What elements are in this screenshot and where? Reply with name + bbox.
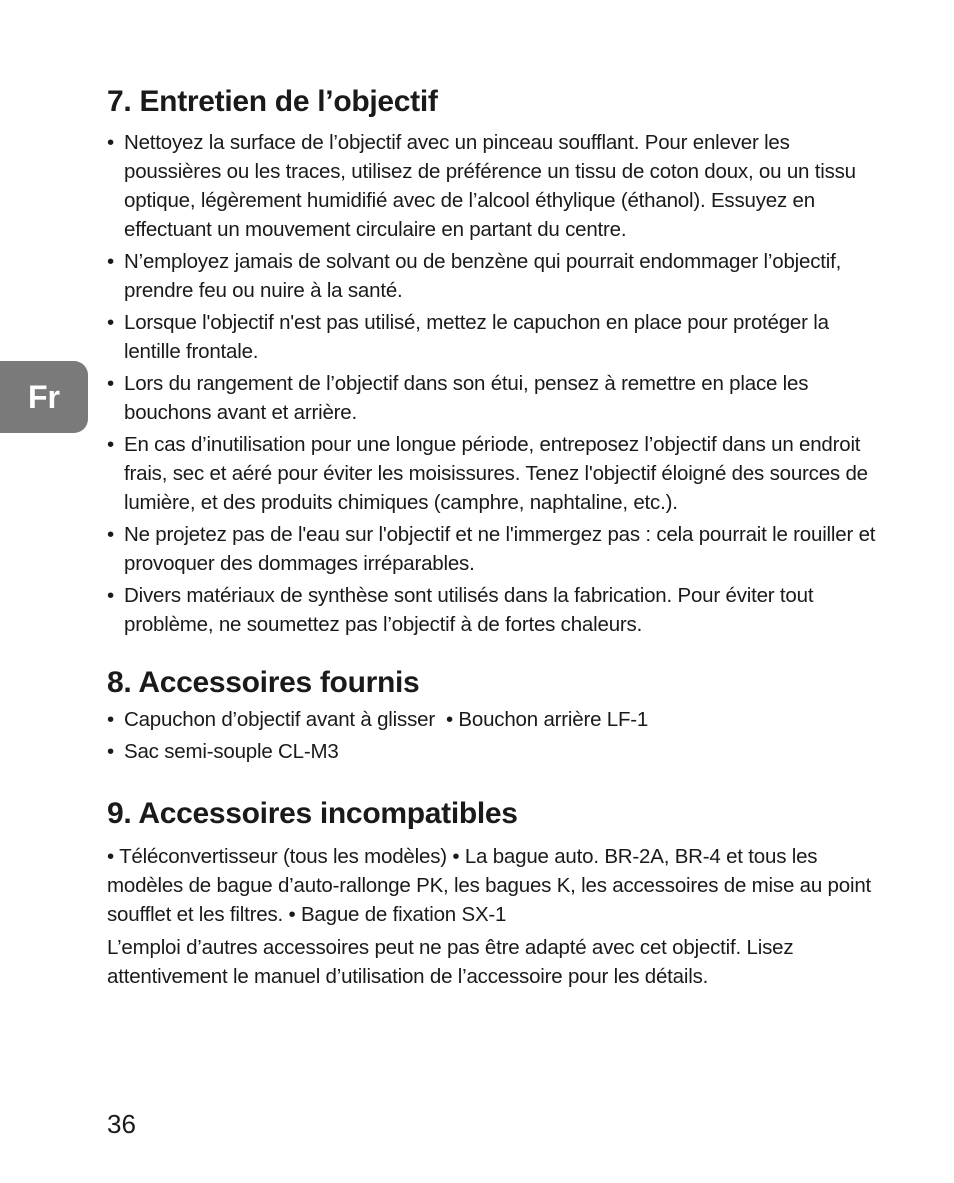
section-lens-care xyxy=(107,82,877,639)
list-item: • Sac semi-souple CL-M3 xyxy=(107,737,877,766)
paragraph: • Téléconvertisseur (tous les modèles) • La bague auto. BR-2A, BR-4 et tous les modèles de bague d’auto-rallonge PK, les bagues K, les accessoires de mise au point soufflet et les filtres. • Bague de fixation SX-1 xyxy=(107,845,872,926)
bullet-list xyxy=(107,705,877,766)
bullet-list xyxy=(107,128,877,639)
list-item: • Lors du rangement de l’objectif dans son étui, pensez à remettre en place les bouchons avant et arrière. xyxy=(107,369,877,427)
section-title: 9. Accessoires incompatibles xyxy=(107,797,518,830)
paragraph: L’emploi d’autres accessoires peut ne pas être adapté avec cet objectif. Lisez attentivement le manuel d’utilisation de l’accessoire pour les détails. xyxy=(107,936,794,988)
section-supplied-accessories xyxy=(107,663,877,766)
page-number: 36 xyxy=(107,1109,136,1139)
accessory-name: Bouchon arrière LF-1 xyxy=(458,708,649,731)
accessory-name: Capuchon d’objectif avant à glisser xyxy=(124,708,435,731)
list-item: • Lorsque l'objectif n'est pas utilisé, mettez le capuchon en place pour protéger la lentille frontale. xyxy=(107,308,877,366)
section-incompatible-accessories xyxy=(107,794,877,991)
page-content xyxy=(107,82,877,991)
language-tab: Fr xyxy=(0,361,88,433)
section-title: 8. Accessoires fournis xyxy=(107,666,420,699)
list-item: • Capuchon d’objectif avant à glisser • Bouchon arrière LF-1 xyxy=(107,705,877,734)
list-item: • Divers matériaux de synthèse sont utilisés dans la fabrication. Pour éviter tout problème, ne soumettez pas l’objectif à de fortes chaleurs. xyxy=(107,581,877,639)
list-item: • Ne projetez pas de l'eau sur l'objectif et ne l'immergez pas : cela pourrait le rouiller et provoquer des dommages irréparables. xyxy=(107,520,877,578)
section-title: 7. Entretien de l’objectif xyxy=(107,85,438,118)
list-item: • Nettoyez la surface de l’objectif avec un pinceau soufflant. Pour enlever les poussières ou les traces, utilisez de préférence un tissu de coton doux, ou un tissu optique, légèrement humidifié avec de l’alcool éthylique (éthanol). Essuyez en effectuant un mouvement circulaire en partant du centre. xyxy=(107,128,877,244)
list-item: • En cas d’inutilisation pour une longue période, entreposez l’objectif dans un endroit frais, sec et aéré pour éviter les moisissures. Tenez l'objectif éloigné des sources de lumière, et des produits chimiques (camphre, naphtaline, etc.). xyxy=(107,430,877,517)
list-item: • N’employez jamais de solvant ou de benzène qui pourrait endommager l’objectif, prendre feu ou nuire à la santé. xyxy=(107,247,877,305)
